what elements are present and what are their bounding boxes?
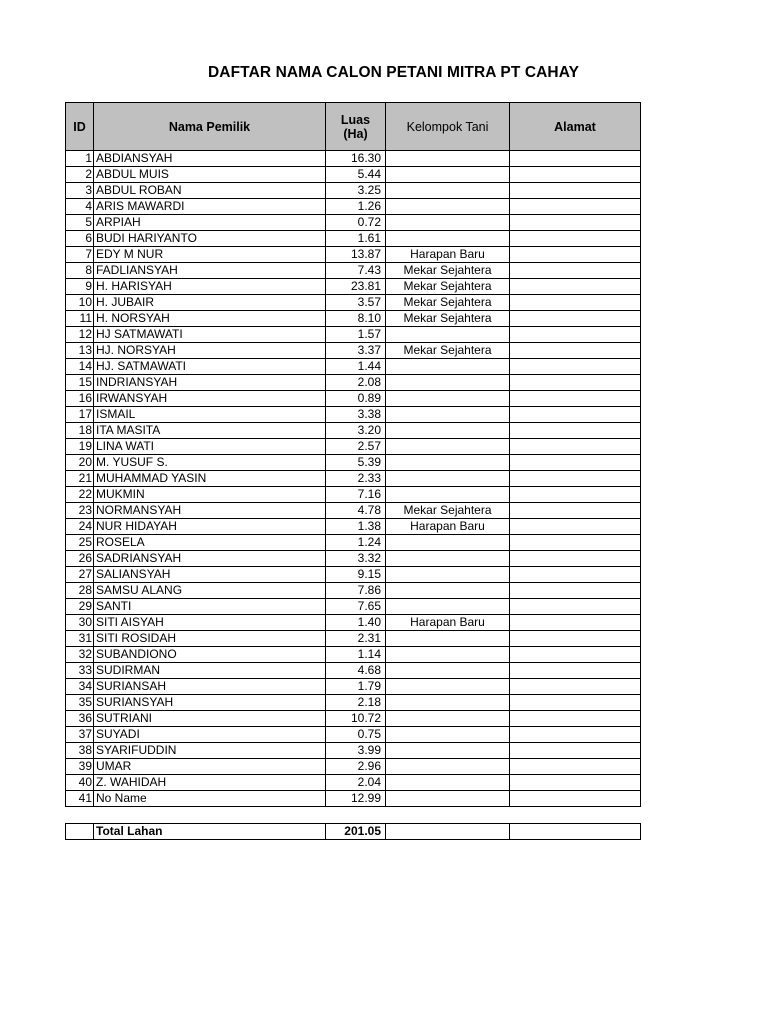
table-row [66, 631, 641, 647]
table-row [66, 327, 641, 343]
row-kelompok-cell [386, 423, 510, 439]
row-alamat-cell [510, 295, 641, 311]
row-kelompok-cell [386, 407, 510, 423]
row-name-cell: HJ SATMAWATI [94, 327, 326, 343]
row-kelompok-cell [386, 727, 510, 743]
row-kelompok-cell: Mekar Sejahtera [386, 503, 510, 519]
row-luas-cell: 2.96 [326, 759, 386, 775]
row-id-cell: 19 [66, 439, 94, 455]
row-alamat-cell [510, 567, 641, 583]
farmer-table [65, 102, 641, 807]
row-id-cell: 32 [66, 647, 94, 663]
table-row [66, 151, 641, 167]
row-id-cell: 14 [66, 359, 94, 375]
row-name-cell: HJ. SATMAWATI [94, 359, 326, 375]
row-kelompok-cell [386, 631, 510, 647]
table-row [66, 615, 641, 631]
header-nama-pemilik: Nama Pemilik [94, 103, 326, 151]
row-kelompok-cell [386, 775, 510, 791]
row-id-cell: 7 [66, 247, 94, 263]
row-name-cell: ISMAIL [94, 407, 326, 423]
row-name-cell: SYARIFUDDIN [94, 743, 326, 759]
row-name-cell: H. HARISYAH [94, 279, 326, 295]
row-id-cell: 11 [66, 311, 94, 327]
table-row [66, 359, 641, 375]
row-name-cell: ABDIANSYAH [94, 151, 326, 167]
table-header-row [66, 103, 641, 151]
row-kelompok-cell: Mekar Sejahtera [386, 343, 510, 359]
row-kelompok-cell: Harapan Baru [386, 615, 510, 631]
row-id-cell: 30 [66, 615, 94, 631]
row-kelompok-cell [386, 711, 510, 727]
row-kelompok-cell [386, 359, 510, 375]
row-id-cell: 24 [66, 519, 94, 535]
row-alamat-cell [510, 343, 641, 359]
row-name-cell: ITA MASITA [94, 423, 326, 439]
row-id-cell: 39 [66, 759, 94, 775]
row-name-cell: ABDUL MUIS [94, 167, 326, 183]
row-kelompok-cell [386, 743, 510, 759]
row-name-cell: SUTRIANI [94, 711, 326, 727]
row-alamat-cell [510, 695, 641, 711]
table-row [66, 583, 641, 599]
table-row [66, 487, 641, 503]
total-table [65, 823, 641, 840]
row-name-cell: M. YUSUF S. [94, 455, 326, 471]
row-name-cell: ROSELA [94, 535, 326, 551]
row-kelompok-cell: Mekar Sejahtera [386, 263, 510, 279]
row-luas-cell: 0.89 [326, 391, 386, 407]
table-row [66, 647, 641, 663]
row-id-cell: 26 [66, 551, 94, 567]
row-alamat-cell [510, 519, 641, 535]
row-alamat-cell [510, 551, 641, 567]
row-luas-cell: 3.99 [326, 743, 386, 759]
header-alamat: Alamat [510, 103, 641, 151]
row-luas-cell: 7.16 [326, 487, 386, 503]
table-row [66, 247, 641, 263]
row-alamat-cell [510, 535, 641, 551]
row-alamat-cell [510, 183, 641, 199]
row-luas-cell: 1.24 [326, 535, 386, 551]
row-luas-cell: 10.72 [326, 711, 386, 727]
row-kelompok-cell [386, 167, 510, 183]
row-alamat-cell [510, 215, 641, 231]
row-luas-cell: 5.39 [326, 455, 386, 471]
row-luas-cell: 1.57 [326, 327, 386, 343]
row-alamat-cell [510, 471, 641, 487]
row-alamat-cell [510, 711, 641, 727]
table-row [66, 343, 641, 359]
row-id-cell: 40 [66, 775, 94, 791]
table-row [66, 599, 641, 615]
row-luas-cell: 3.57 [326, 295, 386, 311]
table-row [66, 695, 641, 711]
row-luas-cell: 2.33 [326, 471, 386, 487]
row-kelompok-cell [386, 663, 510, 679]
row-name-cell: INDRIANSYAH [94, 375, 326, 391]
row-kelompok-cell [386, 455, 510, 471]
row-alamat-cell [510, 727, 641, 743]
row-alamat-cell [510, 663, 641, 679]
table-row [66, 455, 641, 471]
row-kelompok-cell [386, 583, 510, 599]
row-kelompok-cell [386, 199, 510, 215]
row-name-cell: H. JUBAIR [94, 295, 326, 311]
header-kelompok-tani: Kelompok Tani [386, 103, 510, 151]
row-id-cell: 31 [66, 631, 94, 647]
row-luas-cell: 7.65 [326, 599, 386, 615]
row-kelompok-cell [386, 487, 510, 503]
row-kelompok-cell [386, 695, 510, 711]
row-alamat-cell [510, 327, 641, 343]
row-name-cell: ABDUL ROBAN [94, 183, 326, 199]
total-alamat-cell [510, 824, 641, 840]
row-name-cell: SURIANSAH [94, 679, 326, 695]
total-label: Total Lahan [94, 824, 326, 840]
row-luas-cell: 3.20 [326, 423, 386, 439]
row-id-cell: 9 [66, 279, 94, 295]
row-id-cell: 13 [66, 343, 94, 359]
row-alamat-cell [510, 407, 641, 423]
row-kelompok-cell [386, 231, 510, 247]
row-kelompok-cell: Mekar Sejahtera [386, 279, 510, 295]
row-id-cell: 15 [66, 375, 94, 391]
row-name-cell: NORMANSYAH [94, 503, 326, 519]
table-row [66, 167, 641, 183]
row-id-cell: 23 [66, 503, 94, 519]
row-alamat-cell [510, 263, 641, 279]
table-row [66, 727, 641, 743]
row-luas-cell: 5.44 [326, 167, 386, 183]
table-row [66, 279, 641, 295]
row-kelompok-cell [386, 647, 510, 663]
table-row [66, 551, 641, 567]
row-name-cell: NUR HIDAYAH [94, 519, 326, 535]
row-name-cell: ARPIAH [94, 215, 326, 231]
row-luas-cell: 1.44 [326, 359, 386, 375]
table-row [66, 759, 641, 775]
row-name-cell: No Name [94, 791, 326, 807]
row-id-cell: 22 [66, 487, 94, 503]
row-luas-cell: 1.26 [326, 199, 386, 215]
row-name-cell: SUYADI [94, 727, 326, 743]
row-kelompok-cell [386, 791, 510, 807]
row-name-cell: SURIANSYAH [94, 695, 326, 711]
row-luas-cell: 1.79 [326, 679, 386, 695]
table-row [66, 775, 641, 791]
row-id-cell: 16 [66, 391, 94, 407]
row-luas-cell: 2.08 [326, 375, 386, 391]
row-id-cell: 17 [66, 407, 94, 423]
row-id-cell: 38 [66, 743, 94, 759]
header-id: ID [66, 103, 94, 151]
row-id-cell: 12 [66, 327, 94, 343]
row-alamat-cell [510, 775, 641, 791]
row-luas-cell: 23.81 [326, 279, 386, 295]
table-row [66, 439, 641, 455]
table-row [66, 471, 641, 487]
table-row [66, 183, 641, 199]
total-value: 201.05 [326, 824, 386, 840]
row-name-cell: SITI ROSIDAH [94, 631, 326, 647]
row-luas-cell: 8.10 [326, 311, 386, 327]
table-row [66, 295, 641, 311]
table-row [66, 663, 641, 679]
row-luas-cell: 3.32 [326, 551, 386, 567]
row-kelompok-cell: Harapan Baru [386, 247, 510, 263]
row-kelompok-cell [386, 391, 510, 407]
row-alamat-cell [510, 647, 641, 663]
row-alamat-cell [510, 311, 641, 327]
row-name-cell: ARIS MAWARDI [94, 199, 326, 215]
row-luas-cell: 4.68 [326, 663, 386, 679]
row-kelompok-cell [386, 551, 510, 567]
row-luas-cell: 9.15 [326, 567, 386, 583]
table-row [66, 263, 641, 279]
row-id-cell: 20 [66, 455, 94, 471]
row-alamat-cell [510, 599, 641, 615]
row-alamat-cell [510, 391, 641, 407]
total-id-cell [66, 824, 94, 840]
row-luas-cell: 2.04 [326, 775, 386, 791]
table-row [66, 503, 641, 519]
row-luas-cell: 16.30 [326, 151, 386, 167]
row-kelompok-cell [386, 759, 510, 775]
row-alamat-cell [510, 759, 641, 775]
page-title: DAFTAR NAMA CALON PETANI MITRA PT CAHAY [208, 64, 580, 81]
row-id-cell: 36 [66, 711, 94, 727]
row-id-cell: 25 [66, 535, 94, 551]
row-kelompok-cell [386, 599, 510, 615]
row-luas-cell: 4.78 [326, 503, 386, 519]
table-body [66, 151, 641, 807]
row-luas-cell: 1.38 [326, 519, 386, 535]
row-kelompok-cell: Harapan Baru [386, 519, 510, 535]
header-luas-line1: Luas [340, 112, 371, 127]
row-alamat-cell [510, 151, 641, 167]
row-id-cell: 10 [66, 295, 94, 311]
table-row [66, 743, 641, 759]
row-kelompok-cell [386, 183, 510, 199]
row-name-cell: HJ. NORSYAH [94, 343, 326, 359]
row-luas-cell: 3.37 [326, 343, 386, 359]
row-alamat-cell [510, 631, 641, 647]
row-name-cell: MUKMIN [94, 487, 326, 503]
row-id-cell: 4 [66, 199, 94, 215]
row-alamat-cell [510, 679, 641, 695]
row-alamat-cell [510, 247, 641, 263]
row-id-cell: 2 [66, 167, 94, 183]
row-name-cell: SANTI [94, 599, 326, 615]
row-id-cell: 27 [66, 567, 94, 583]
row-name-cell: SUDIRMAN [94, 663, 326, 679]
row-id-cell: 8 [66, 263, 94, 279]
row-name-cell: Z. WAHIDAH [94, 775, 326, 791]
row-alamat-cell [510, 503, 641, 519]
row-kelompok-cell: Mekar Sejahtera [386, 311, 510, 327]
row-name-cell: SALIANSYAH [94, 567, 326, 583]
table-row [66, 535, 641, 551]
row-id-cell: 21 [66, 471, 94, 487]
row-id-cell: 37 [66, 727, 94, 743]
row-alamat-cell [510, 167, 641, 183]
row-name-cell: H. NORSYAH [94, 311, 326, 327]
total-row [66, 824, 641, 840]
table-row [66, 375, 641, 391]
row-name-cell: SADRIANSYAH [94, 551, 326, 567]
row-kelompok-cell [386, 535, 510, 551]
row-kelompok-cell [386, 375, 510, 391]
row-id-cell: 33 [66, 663, 94, 679]
row-kelompok-cell [386, 327, 510, 343]
row-kelompok-cell [386, 151, 510, 167]
row-id-cell: 3 [66, 183, 94, 199]
table-row [66, 423, 641, 439]
row-luas-cell: 3.25 [326, 183, 386, 199]
row-luas-cell: 2.57 [326, 439, 386, 455]
row-luas-cell: 12.99 [326, 791, 386, 807]
row-name-cell: BUDI HARIYANTO [94, 231, 326, 247]
row-luas-cell: 7.43 [326, 263, 386, 279]
row-kelompok-cell [386, 215, 510, 231]
row-id-cell: 29 [66, 599, 94, 615]
row-id-cell: 6 [66, 231, 94, 247]
row-alamat-cell [510, 375, 641, 391]
row-luas-cell: 7.86 [326, 583, 386, 599]
row-id-cell: 18 [66, 423, 94, 439]
row-kelompok-cell [386, 439, 510, 455]
row-id-cell: 28 [66, 583, 94, 599]
row-luas-cell: 3.38 [326, 407, 386, 423]
total-kelompok-cell [386, 824, 510, 840]
row-name-cell: IRWANSYAH [94, 391, 326, 407]
table-row [66, 231, 641, 247]
table-row [66, 311, 641, 327]
row-name-cell: SITI AISYAH [94, 615, 326, 631]
row-luas-cell: 2.31 [326, 631, 386, 647]
row-id-cell: 35 [66, 695, 94, 711]
row-alamat-cell [510, 583, 641, 599]
row-alamat-cell [510, 487, 641, 503]
table-row [66, 391, 641, 407]
row-id-cell: 5 [66, 215, 94, 231]
row-alamat-cell [510, 199, 641, 215]
row-alamat-cell [510, 423, 641, 439]
row-luas-cell: 1.40 [326, 615, 386, 631]
row-name-cell: FADLIANSYAH [94, 263, 326, 279]
table-row [66, 519, 641, 535]
row-name-cell: EDY M NUR [94, 247, 326, 263]
row-name-cell: MUHAMMAD YASIN [94, 471, 326, 487]
row-kelompok-cell [386, 679, 510, 695]
row-alamat-cell [510, 455, 641, 471]
table-row [66, 199, 641, 215]
table-row [66, 679, 641, 695]
table-row [66, 711, 641, 727]
row-luas-cell: 0.72 [326, 215, 386, 231]
row-alamat-cell [510, 279, 641, 295]
row-name-cell: UMAR [94, 759, 326, 775]
row-alamat-cell [510, 743, 641, 759]
header-luas [326, 103, 386, 151]
table-row [66, 407, 641, 423]
row-alamat-cell [510, 791, 641, 807]
header-luas-line2: (Ha) [343, 126, 368, 141]
row-kelompok-cell [386, 471, 510, 487]
row-luas-cell: 0.75 [326, 727, 386, 743]
row-name-cell: SUBANDIONO [94, 647, 326, 663]
row-kelompok-cell [386, 567, 510, 583]
row-id-cell: 1 [66, 151, 94, 167]
row-alamat-cell [510, 231, 641, 247]
row-luas-cell: 1.61 [326, 231, 386, 247]
row-id-cell: 41 [66, 791, 94, 807]
row-alamat-cell [510, 359, 641, 375]
table-row [66, 215, 641, 231]
row-alamat-cell [510, 439, 641, 455]
row-name-cell: SAMSU ALANG [94, 583, 326, 599]
row-luas-cell: 13.87 [326, 247, 386, 263]
row-id-cell: 34 [66, 679, 94, 695]
row-luas-cell: 2.18 [326, 695, 386, 711]
row-alamat-cell [510, 615, 641, 631]
table-row [66, 567, 641, 583]
table-row [66, 791, 641, 807]
row-kelompok-cell: Mekar Sejahtera [386, 295, 510, 311]
row-luas-cell: 1.14 [326, 647, 386, 663]
row-name-cell: LINA WATI [94, 439, 326, 455]
